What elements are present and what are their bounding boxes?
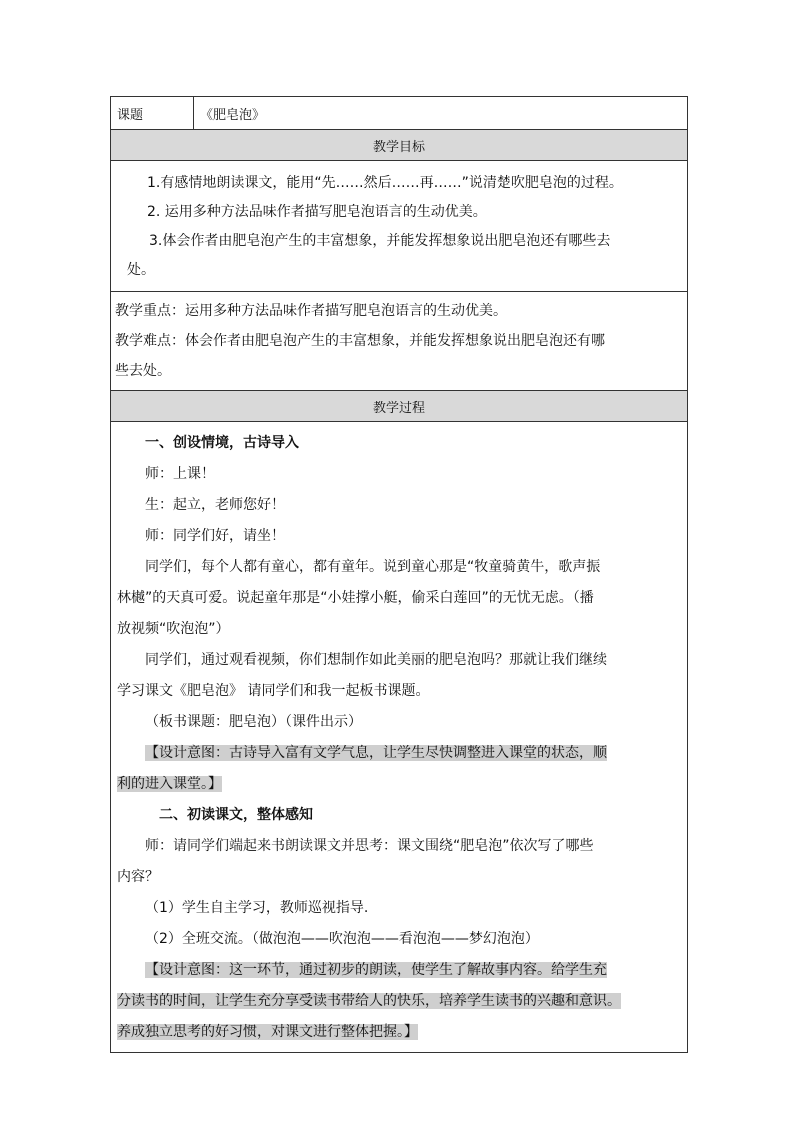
goal-item: 1.有感情地朗读课文，能用“先……然后……再……”说清楚吹肥皂泡的过程。	[147, 175, 623, 191]
process-body	[111, 422, 688, 1053]
process-heading: 教学过程	[111, 391, 688, 422]
design-intent-text: 分读书的时间，让学生充分享受读书带给人的快乐，培养学生读书的兴趣和意识。	[117, 993, 621, 1009]
design-intent	[117, 986, 683, 1017]
paragraph-line: 同学们，通过观看视频，你们想制作如此美丽的肥皂泡吗？那就让我们继续	[145, 652, 607, 668]
design-intent	[117, 1017, 683, 1048]
goal-item: 3.体会作者由肥皂泡产生的丰富想象，并能发挥想象说出肥皂泡还有哪些去	[149, 233, 611, 249]
dialogue-line: 师：同学们好，请坐！	[145, 528, 285, 544]
design-intent	[117, 955, 683, 986]
topic-row	[111, 97, 688, 130]
teaching-focus: 教学重点：运用多种方法品味作者描写肥皂泡语言的生动优美。	[115, 303, 507, 319]
design-intent	[117, 738, 683, 769]
goal-item: 2. 运用多种方法品味作者描写肥皂泡语言的生动优美。	[147, 204, 487, 220]
goal-item-continued: 处。	[127, 262, 155, 278]
section-title: 一、创设情境，古诗导入	[145, 435, 299, 451]
keys-body	[111, 292, 688, 391]
section-title: 二、初读课文，整体感知	[159, 807, 313, 823]
design-intent-text: 利的进入课堂。】	[117, 776, 222, 792]
paragraph-line: （板书课题：肥皂泡）（课件出示）	[145, 714, 362, 730]
design-intent-text: 【设计意图：古诗导入富有文学气息，让学生尽快调整进入课堂的状态，顺	[145, 745, 607, 761]
list-item: （1）学生自主学习，教师巡视指导.	[145, 900, 369, 916]
design-intent-text: 【设计意图：这一环节，通过初步的朗读，使学生了解故事内容。给学生充	[145, 962, 607, 978]
design-intent	[117, 769, 683, 800]
paragraph-line: 同学们，每个人都有童心，都有童年。说到童心那是“牧童骑黄牛，歌声振	[145, 559, 601, 575]
list-item: （2）全班交流。（做泡泡——吹泡泡——看泡泡——梦幻泡泡）	[145, 931, 539, 947]
paragraph-line: 放视频“吹泡泡”）	[117, 621, 230, 637]
lesson-plan-page	[110, 96, 688, 1053]
paragraph-line: 师：请同学们端起来书朗读课文并思考：课文围绕“肥皂泡”依次写了哪些	[145, 838, 594, 854]
dialogue-line: 生：起立，老师您好！	[145, 497, 285, 513]
topic-label: 课题	[111, 97, 194, 130]
teaching-difficulty-continued: 些去处。	[115, 363, 171, 379]
dialogue-line: 师：上课！	[145, 466, 215, 482]
paragraph-line: 林樾”的天真可爱。说起童年那是“小娃撑小艇，偷采白莲回”的无忧无虑。（播	[117, 590, 594, 606]
lesson-plan-table	[110, 96, 688, 1053]
goals-heading: 教学目标	[111, 130, 688, 161]
paragraph-line: 内容？	[117, 869, 159, 885]
goals-body	[111, 161, 688, 292]
paragraph-line: 学习课文《肥皂泡》 请同学们和我一起板书课题。	[117, 683, 430, 699]
topic-title: 《肥皂泡》	[194, 97, 688, 130]
design-intent-text: 养成独立思考的好习惯，对课文进行整体把握。】	[117, 1024, 418, 1040]
teaching-difficulty: 教学难点：体会作者由肥皂泡产生的丰富想象，并能发挥想象说出肥皂泡还有哪	[115, 333, 605, 349]
